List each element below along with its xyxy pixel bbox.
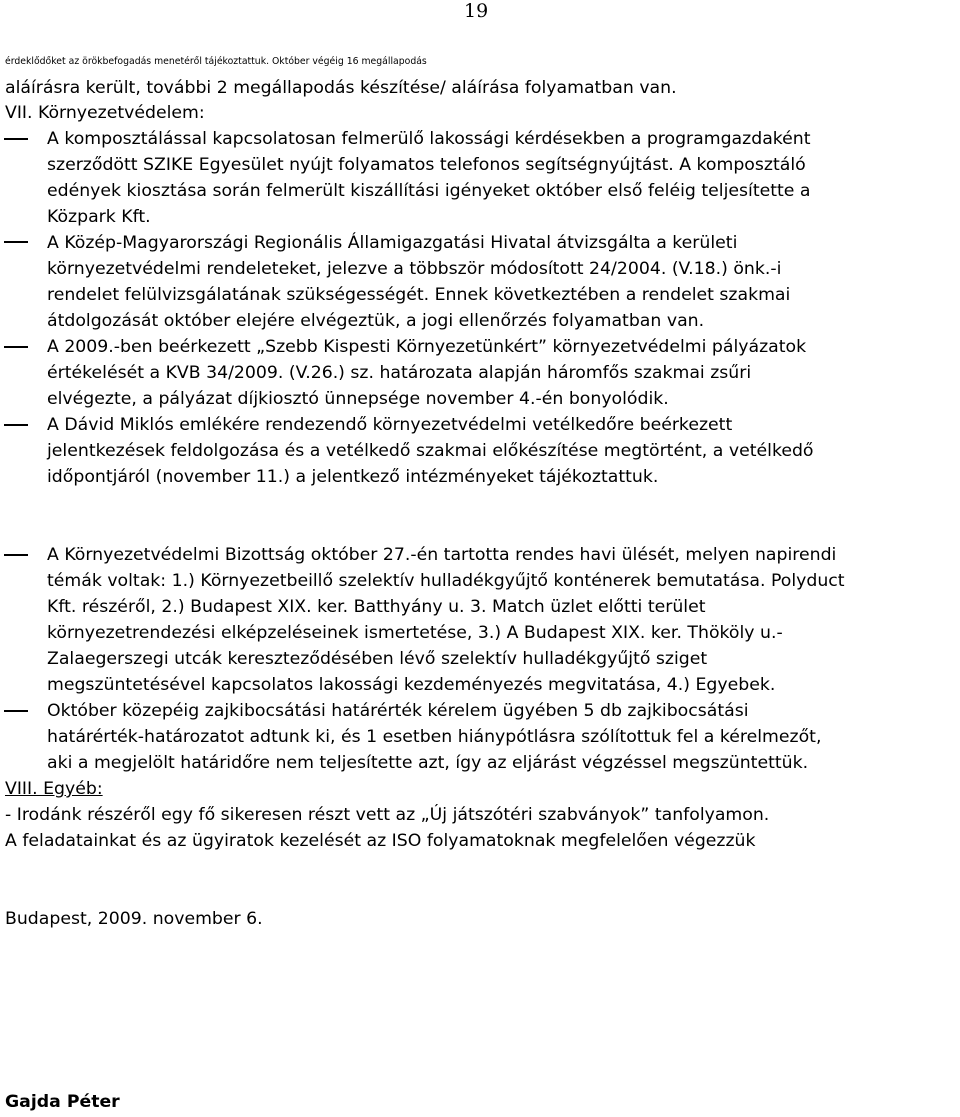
section-vii-title: VII. Környezetvédelem: <box>5 103 205 123</box>
dash-bullet-icon <box>4 424 28 426</box>
dash-bullet-icon <box>4 241 28 243</box>
bullet-line: A Dávid Miklós emlékére rendezendő környezetvédelmi vetélkedőre beérkezett <box>47 415 733 435</box>
section-viii-line: - Irodánk részéről egy fő sikeresen részt vett az „Új játszótéri szabványok” tanfolyamon. <box>5 805 770 825</box>
bullet-line: A Közép-Magyarországi Regionális Államigazgatási Hivatal átvizsgálta a kerületi <box>47 233 738 253</box>
bullet-line: jelentkezések feldolgozása és a vetélkedő szakmai előkészítése megtörtént, a vetélkedő <box>47 441 814 461</box>
bullet-line: Közpark Kft. <box>47 207 151 227</box>
bullet-line: A komposztálással kapcsolatosan felmerülő lakossági kérdésekben a programgazdaként <box>47 129 811 149</box>
bullet-line: környezetrendezési elképzeléseinek ismertetése, 3.) A Budapest XIX. ker. Thököly u.- <box>47 623 783 643</box>
bullet-line: megszüntetésével kapcsolatos lakossági kezdeményezés megvitatása, 4.) Egyebek. <box>47 675 776 695</box>
bullet-line: A 2009.-ben beérkezett „Szebb Kispesti Környezetünkért” környezetvédelmi pályázatok <box>47 337 807 357</box>
intro-line <box>5 49 955 75</box>
bullet-line: határérték-határozatot adtunk ki, és 1 esetben hiánypótlásra szólítottuk fel a kérelmezőt, <box>47 727 822 747</box>
signature-name: Gajda Péter <box>5 1092 120 1112</box>
page-number: 19 <box>464 0 489 22</box>
bullet-line: Kft. részéről, 2.) Budapest XIX. ker. Batthyány u. 3. Match üzlet előtti terület <box>47 597 706 617</box>
bullet-line: szerződött SZIKE Egyesület nyújt folyamatos telefonos segítségnyújtást. A komposztáló <box>47 155 806 175</box>
bullet-line: elvégezte, a pályázat díjkiosztó ünnepsége november 4.-én bonyolódik. <box>47 389 669 409</box>
section-viii-title: VIII. Egyéb: <box>5 779 103 799</box>
date-line: Budapest, 2009. november 6. <box>5 909 263 929</box>
bullet-line: rendelet felülvizsgálatának szükségességét. Ennek következtében a rendelet szakmai <box>47 285 791 305</box>
bullet-line: időpontjáról (november 11.) a jelentkező intézményeket tájékoztattuk. <box>47 467 659 487</box>
bullet-line: témák voltak: 1.) Környezetbeillő szelektív hulladékgyűjtő konténerek bemutatása. Polyduct <box>47 571 845 591</box>
bullet-line: aki a megjelölt határidőre nem teljesítette azt, így az eljárást végzéssel megszüntettük. <box>47 753 809 773</box>
dash-bullet-icon <box>4 710 28 712</box>
section-viii-line: A feladatainkat és az ügyiratok kezelését az ISO folyamatoknak megfelelően végezzük <box>5 831 756 851</box>
bullet-line: A Környezetvédelmi Bizottság október 27.-én tartotta rendes havi ülését, melyen napirendi <box>47 545 837 565</box>
bullet-line: értékelését a KVB 34/2009. (V.26.) sz. határozata alapján háromfős szakmai zsűri <box>47 363 752 383</box>
dash-bullet-icon <box>4 554 28 556</box>
intro-line-text: érdeklődőket az örökbefogadás menetéről tájékoztattuk. Október végéig 16 megállapodás <box>5 56 427 67</box>
intro-line: aláírásra került, további 2 megállapodás készítése/ aláírása folyamatban van. <box>5 78 677 98</box>
bullet-line: Október közepéig zajkibocsátási határérték kérelem ügyében 5 db zajkibocsátási <box>47 701 749 721</box>
bullet-line: környezetvédelmi rendeleteket, jelezve a többször módosított 24/2004. (V.18.) önk.-i <box>47 259 782 279</box>
bullet-line: Zalaegerszegi utcák kereszteződésében lévő szelektív hulladékgyűjtő sziget <box>47 649 708 669</box>
bullet-line: edények kiosztása során felmerült kiszállítási igényeket október első feléig teljesítette a <box>47 181 811 201</box>
dash-bullet-icon <box>4 138 28 140</box>
dash-bullet-icon <box>4 346 28 348</box>
bullet-line: átdolgozását október elejére elvégeztük, a jogi ellenőrzés folyamatban van. <box>47 311 705 331</box>
